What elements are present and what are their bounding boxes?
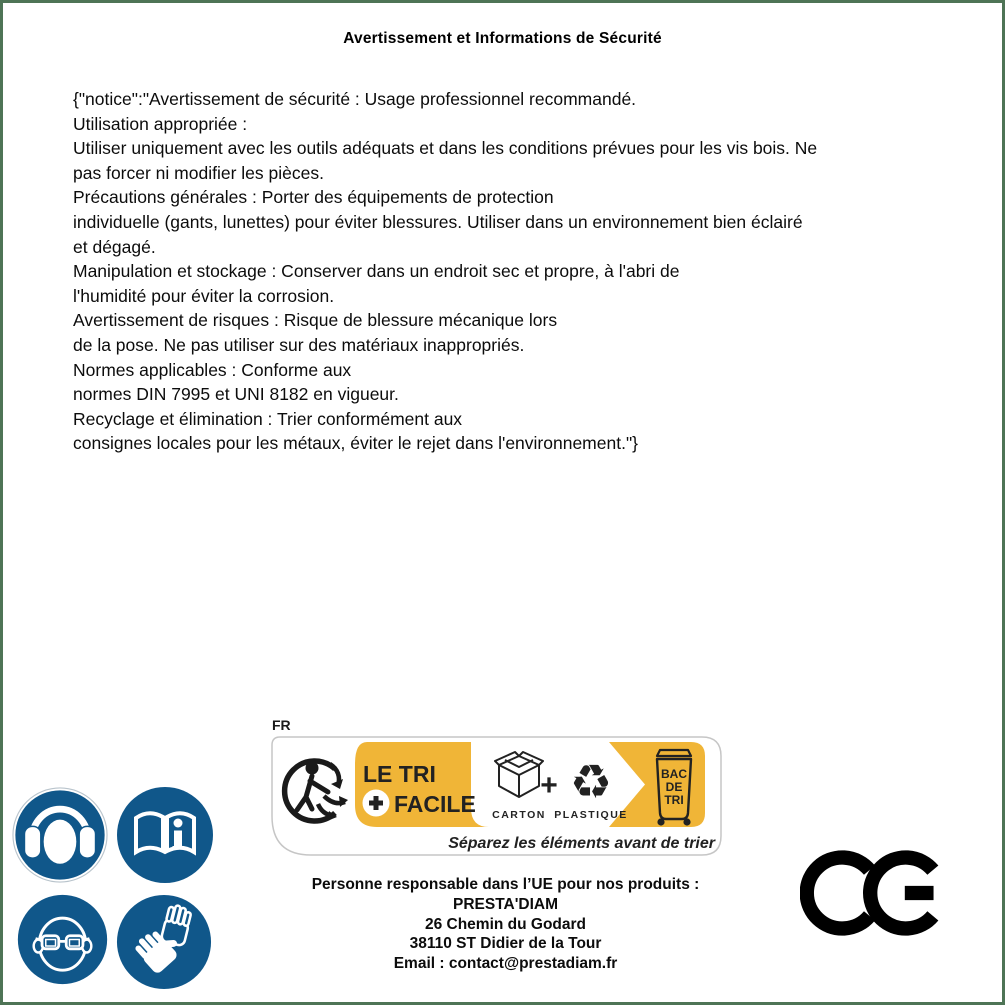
responsible-line: Personne responsable dans l’UE pour nos produits : <box>311 876 700 893</box>
responsible-line: 38110 ST Didier de la Tour <box>409 935 602 953</box>
notice-line: pas forcer ni modifier les pièces. <box>73 162 324 183</box>
wear-ear-protection-icon <box>12 787 108 883</box>
headline-le-tri: LE TRI <box>363 761 436 787</box>
notice-line: Manipulation et stockage : Conserver dans un endroit sec et propre, à l'abri de <box>73 261 680 282</box>
bin-label-2: DE <box>665 780 683 794</box>
notice-line: Avertissement de risques : Risque de blessure mécanique lors <box>73 310 558 331</box>
notice-line: Normes applicables : Conforme aux <box>73 359 352 380</box>
notice-line: normes DIN 7995 et UNI 8182 en vigueur. <box>73 384 399 405</box>
responsible-line: PRESTA'DIAM <box>452 895 558 913</box>
recycling-loop-icon: ♻ <box>569 755 613 810</box>
notice-line: et dégagé. <box>73 236 156 257</box>
notice-line: de la pose. Ne pas utiliser sur des matériaux inappropriés. <box>73 334 525 355</box>
notice-line: individuelle (gants, lunettes) pour éviter blessures. Utiliser dans un environnement bien éclairé <box>73 211 803 232</box>
ce-marking-icon <box>800 844 942 942</box>
bin-label-3: TRI <box>664 793 684 807</box>
materials-plus: + <box>540 769 558 802</box>
sorting-tagline: Séparez les éléments avant de trier <box>448 835 715 852</box>
recycling-sorting-info <box>271 717 723 862</box>
infotri-banner <box>271 736 723 857</box>
responsible-line: Email : contact@prestadiam.fr <box>393 955 618 973</box>
responsible-line: 26 Chemin du Godard <box>424 915 587 933</box>
read-instruction-manual-icon <box>115 785 215 885</box>
notice-line: Utiliser uniquement avec les outils adéquats et dans les conditions prévues pour les vis bois. Ne <box>73 138 818 159</box>
sorting-bin-icon <box>657 750 691 826</box>
material-2-label: PLASTIQUE <box>554 809 628 821</box>
material-1-label: CARTON <box>492 809 546 821</box>
headline-facile: FACILE <box>394 791 476 817</box>
notice-line: Utilisation appropriée : <box>73 113 248 134</box>
page-title: Avertissement et Informations de Sécurité <box>343 30 662 47</box>
country-code-label: FR <box>272 717 291 733</box>
notice-line: l'humidité pour éviter la corrosion. <box>73 285 335 306</box>
notice-line: {"notice":"Avertissement de sécurité : Usage professionnel recommandé. <box>73 89 637 109</box>
bin-label-1: BAC <box>661 767 687 781</box>
notice-line: consignes locales pour les métaux, éviter le rejet dans l'environnement."} <box>73 433 638 454</box>
safety-notice-text <box>73 87 953 456</box>
notice-line: Recyclage et élimination : Trier conformément aux <box>73 408 463 429</box>
notice-line: Précautions générales : Porter des équipements de protection <box>73 187 554 208</box>
